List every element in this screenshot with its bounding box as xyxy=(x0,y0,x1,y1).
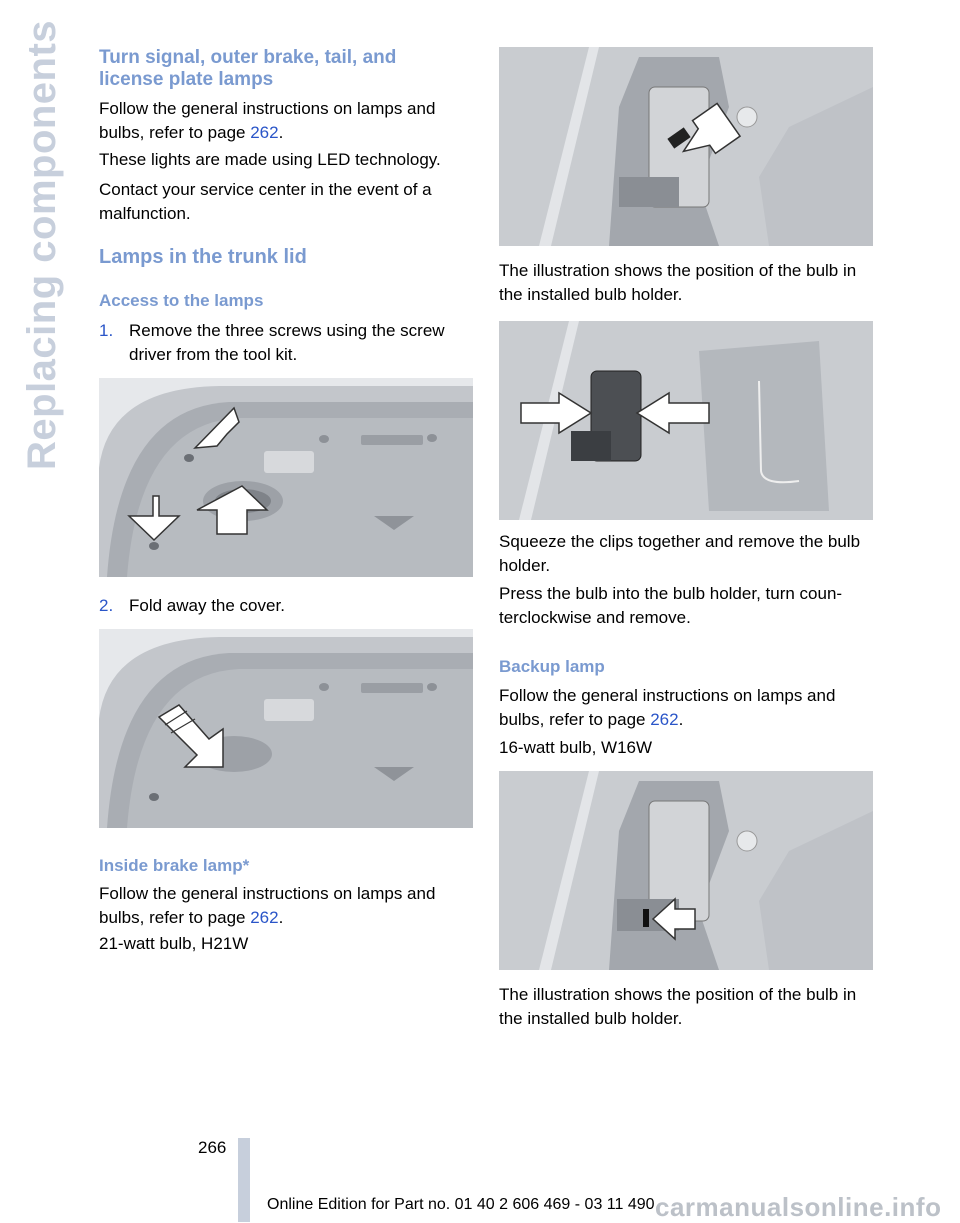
page-link-262[interactable]: 262 xyxy=(250,908,279,927)
step-number: 1. xyxy=(99,321,114,340)
step-2: 2. Fold away the cover. xyxy=(99,594,285,618)
paragraph-inside-brake-instructions: Follow the general instructions on lamps and bulbs, refer to page 262. xyxy=(99,884,436,927)
footer-divider-bar xyxy=(238,1138,250,1222)
watermark: carmanualsonline.info xyxy=(655,1192,942,1222)
illustration-squeeze-clips xyxy=(499,321,873,520)
illustration-trunk-screws xyxy=(99,378,473,577)
online-edition-text: Online Edition for Part no. 01 40 2 606 469 - 03 11 490 xyxy=(267,1196,655,1213)
paragraph-backup-instructions: Follow the general instructions on lamps and bulbs, refer to page 262. xyxy=(499,686,836,729)
step-1: 1. Remove the three screws using the screw driver from the tool kit. xyxy=(99,321,445,364)
paragraph-contact: Contact your service center in the event of a malfunction. xyxy=(99,180,432,223)
paragraph-led: These lights are made using LED technology. xyxy=(99,150,441,169)
paragraph-bulb-w16w: 16-watt bulb, W16W xyxy=(499,738,653,757)
page-link-262[interactable]: 262 xyxy=(250,123,279,142)
illustration-fold-cover xyxy=(99,629,473,828)
side-title-text: Replacing components xyxy=(20,19,64,470)
step-number: 2. xyxy=(99,596,114,615)
caption-squeeze-clips: Squeeze the clips together and remove the bulb holder. xyxy=(499,532,861,575)
caption-press-bulb: Press the bulb into the bulb holder, turn coun‐ terclockwise and remove. xyxy=(499,584,843,627)
heading-backup-lamp: Backup lamp xyxy=(499,657,605,676)
caption-bulb-position-2: The illustration shows the position of the bulb in the installed bulb holder. xyxy=(499,985,857,1028)
heading-turn-signal: Turn signal, outer brake, tail, and license plate lamps xyxy=(99,47,397,90)
caption-bulb-position-1: The illustration shows the position of the bulb in the installed bulb holder. xyxy=(499,261,857,304)
illustration-bulb-position-1 xyxy=(499,47,873,246)
heading-access-lamps: Access to the lamps xyxy=(99,291,264,310)
paragraph-general-instructions: Follow the general instructions on lamps and bulbs, refer to page 262. xyxy=(99,99,436,142)
heading-inside-brake-lamp: Inside brake lamp* xyxy=(99,856,250,875)
section-side-title xyxy=(20,19,80,530)
page-number: 266 xyxy=(198,1138,227,1157)
page-link-262[interactable]: 262 xyxy=(650,710,679,729)
heading-lamps-trunk-lid: Lamps in the trunk lid xyxy=(99,246,307,268)
paragraph-bulb-h21w: 21-watt bulb, H21W xyxy=(99,934,249,953)
illustration-bulb-position-2 xyxy=(499,771,873,970)
